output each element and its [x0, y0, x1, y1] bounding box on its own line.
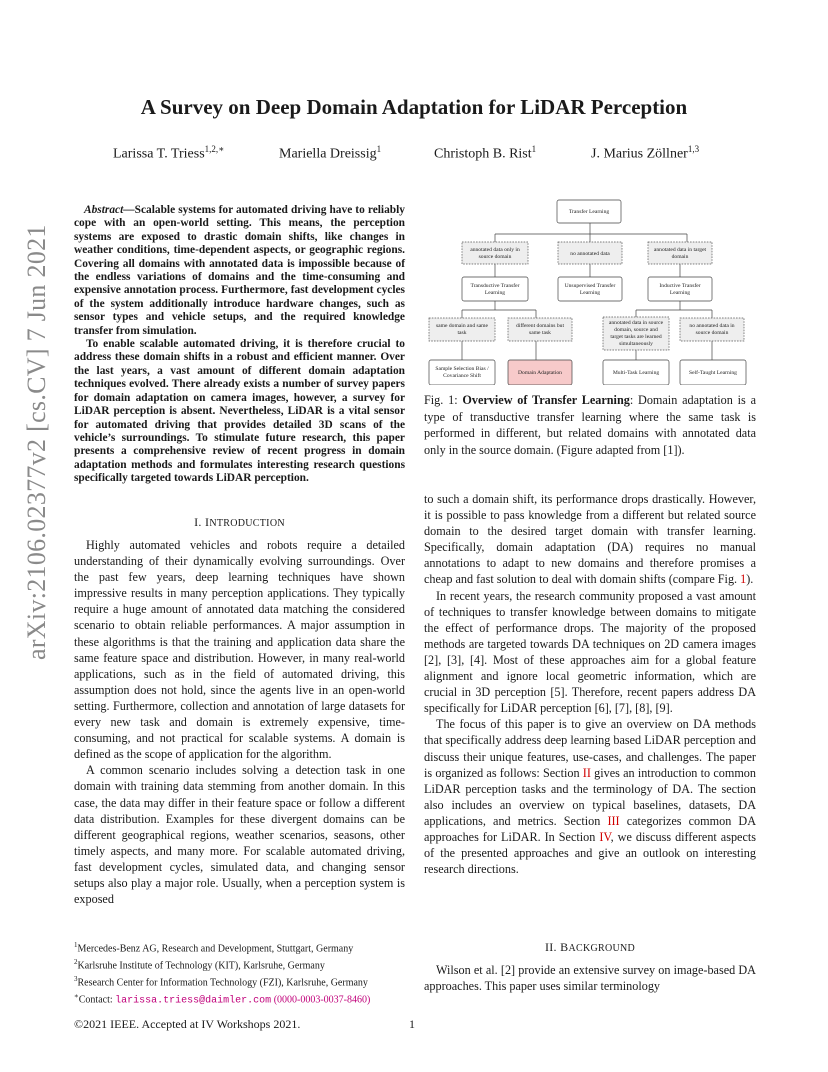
condition-different-domains-line2: same task	[529, 330, 551, 336]
abstract-paragraph-1: Scalable systems for automated driving have to reliably cope with an open-world setting. This means, the perception systems are exposed to drastic domain shifts, like changes in weather conditions, time-dependent aspects, or geographic regions. Covering all domains with annotated data is impossible because of the endless variations of domains and the time-consuming and expensive annotation process. Furthermore, fast development cycles of the system additionally introduce hardware changes, such as sensor types and vehicle setups, and the required knowledge transfer from simulation.	[74, 204, 405, 337]
condition-simultaneous: annotated data in source	[608, 320, 664, 326]
right-paragraph-1: to such a domain shift, its performance drops drastically. However, it is possible to pass knowledge from a different but related source domain to the desired target domain with transfer learning. Specifically, domain adaptation (DA) requires no manual annotations to adapt to new domains and therefore promises a cheap and fast solution to deal with domain shifts (compare Fig. 1).	[424, 492, 756, 587]
node-unsupervised-line2: Learning	[579, 290, 601, 296]
node-inductive: Inductive Transfer	[659, 283, 701, 289]
leaf-domain-adaptation: Domain Adaptation	[518, 370, 562, 376]
intro-paragraph-1: Highly automated vehicles and robots require a detailed understanding of their dynamically evolving surroundings. Over the past few years, deep learning techniques have shown impressive results in many perception applications. They typically require a huge amount of annotated data matching the considered scenario to obtain reliable performances. A major assumption in these algorithms is that the training and application data share the same feature space and distribution. However, in many real-world applications, such as in the field of automated driving, this assumption does not hold, since the agents live in an open-world setting. Furthermore, collection and annotation of large datasets for every new task and domain is extremely expensive, time-consuming, and not practical for scalable systems. A domain is defined as the scope of application for the algorithm.	[74, 538, 405, 762]
abstract-label: Abstract—	[84, 204, 135, 216]
author-3: Christoph B. Rist$^1$	[434, 144, 537, 162]
leaf-sample-selection-bias: Sample Selection Bias /	[435, 366, 489, 372]
intro-paragraph-2: A common scenario includes solving a detection task in one domain with training data stemming from another domain. In this case, the data may differ in their feature space or follow a different data distribution. Examples for these divergent domains can be different geographical regions, weather scenarios, seasons, other timely aspects, and many more. For scalable automated driving, fast development cycles, simulated data, and changing sensor setups also play a major role. Usually, when a perception system is exposed	[74, 763, 405, 907]
introduction-body	[74, 537, 405, 907]
condition-no-source-annotated-line2: source domain	[695, 330, 729, 336]
footnote: $^2$Karlsruhe Institute of Technology (KIT), Karlsruhe, Germany	[74, 958, 325, 972]
condition-target-annotated: annotated data in target	[653, 247, 707, 253]
footnote: $^1$Mercedes-Benz AG, Research and Development, Stuttgart, Germany	[74, 941, 354, 955]
node-transductive: Transductive Transfer	[470, 283, 520, 289]
condition-no-source-annotated: no annotated data in	[689, 323, 735, 329]
contact-email-link[interactable]: larissa.triess@daimler.com	[115, 995, 272, 1007]
condition-same-domain: same domain and same	[435, 323, 489, 329]
paper-title: A Survey on Deep Domain Adaptation for LiDAR Perception	[140, 95, 688, 119]
leaf-sample-selection-bias-line2: Covariance Shift	[443, 373, 481, 379]
right-column-body	[424, 491, 756, 877]
condition-source-only-line2: source domain	[478, 254, 512, 260]
background-paragraph-1: Wilson et al. [2] provide an extensive survey on image-based DA approaches. This paper uses similar terminology	[424, 963, 756, 994]
condition-simultaneous-line4: simultaneously	[619, 341, 653, 347]
node-inductive-line2: Learning	[669, 290, 691, 296]
node-unsupervised: Unsupervised Transfer	[564, 283, 616, 289]
condition-different-domains: different domains but	[515, 323, 565, 329]
orcid-link[interactable]: (0000-0003-0037-8460)	[273, 994, 371, 1006]
section-heading-introduction: I. INTRODUCTION	[194, 515, 285, 529]
copyright-footer: ©2021 IEEE. Accepted at IV Workshops 2021.	[74, 1017, 301, 1031]
condition-source-only: annotated data only in	[470, 247, 520, 253]
author-2: Mariella Dreissig$^1$	[279, 144, 382, 162]
arxiv-stamp: arXiv:2106.02377v2 [cs.CV] 7 Jun 2021	[22, 224, 51, 660]
section-heading-background: II. BACKGROUND	[544, 940, 636, 954]
condition-same-domain-line2: task	[457, 330, 467, 336]
condition-simultaneous-line3: target tasks are learned	[610, 334, 662, 340]
contact-footnote: ∗Contact: larissa.triess@daimler.com (0000-0003-0037-8460)	[74, 992, 371, 1007]
section-ref-link[interactable]: III	[607, 813, 620, 828]
right-paragraph-2: In recent years, the research community proposed a vast amount of techniques to transfer knowledge between domains to mitigate the effect of performance drops. The majority of the proposed methods are targeted towards DA techniques on 2D camera images [2], [3], [4]. Most of these approaches aim for a global feature alignment and ignore local geometric information, which are crucial in 3D perception [5]. Therefore, recent papers address DA specifically for LiDAR perception [6], [7], [8], [9].	[424, 588, 756, 716]
footnotes	[74, 939, 414, 1009]
abstract	[74, 204, 405, 486]
author-1: Larissa T. Triess$^{1,2,∗}$	[113, 144, 225, 162]
right-paragraph-3: The focus of this paper is to give an overview on DA methods that specifically address deep learning based LiDAR perception and discuss their unique features, use-cases, and challenges. The paper is organized as follows: Section II gives an introduction to common LiDAR perception tasks and the terminology of DA. The section also includes an overview on typical baselines, datasets, DA applications, and metrics. Section III categorizes common DA approaches for LiDAR. In Section IV, we discuss different aspects of the presented approaches and give an outlook on interesting research directions.	[424, 717, 757, 877]
leaf-multi-task-learning: Multi-Task Learning	[612, 370, 660, 376]
condition-simultaneous-line2: domain, source and	[614, 327, 658, 333]
footnote: $^3$Research Center for Information Technology (FZI), Karlsruhe, Germany	[74, 975, 368, 989]
page-number: 1	[409, 1017, 415, 1031]
condition-target-annotated-line2: domain	[671, 254, 689, 260]
node-transfer-learning: Transfer Learning	[568, 209, 610, 215]
abstract-paragraph-2: To enable scalable automated driving, it is therefore crucial to address these domain shifts in a robust and efficient manner. Over the last years, a vast amount of different domain adaptation techniques evolved. There already exists a number of survey papers for domain adaptation on camera images, however, a survey for LiDAR perception is absent. Nevertheless, LiDAR is a vital sensor for automated driving that provides detailed 3D scans of the vehicle’s surroundings. To stimulate future research, this paper presents a comprehensive review of recent progress in domain adaptation methods and formulates interesting research questions specifically targeted towards LiDAR perception.	[74, 338, 405, 485]
leaf-self-taught-learning: Self-Taught Learning	[689, 370, 737, 376]
condition-no-annotated: no annotated data	[570, 251, 610, 257]
background-body	[424, 962, 756, 994]
author-4: J. Marius Zöllner$^{1,3}$	[591, 144, 700, 162]
section-ref-link[interactable]: II	[582, 765, 591, 780]
figure-caption: Fig. 1: Overview of Transfer Learning: Domain adaptation is a type of transductive transfer learning where the same task is performed in different, but related domains with annotated data only in the source domain. (Figure adapted from [1]).	[424, 393, 757, 457]
figure-ref-link[interactable]: 1	[740, 572, 747, 587]
section-ref-link[interactable]: IV	[599, 829, 611, 844]
node-transductive-line2: Learning	[484, 290, 506, 296]
transfer-learning-diagram	[424, 193, 756, 385]
